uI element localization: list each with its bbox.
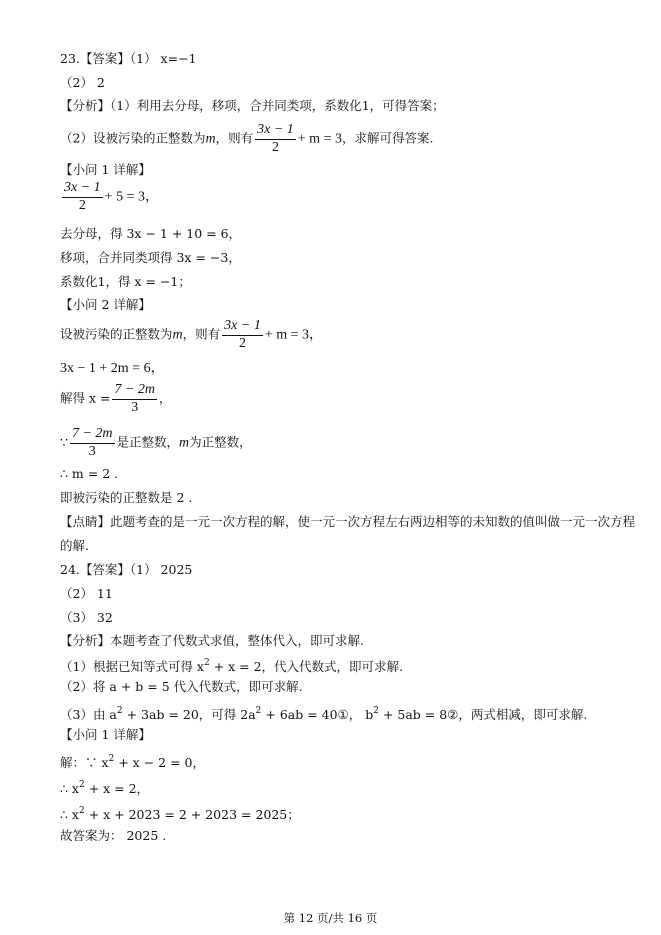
step-coefficient: 系数化1，得 x = −1； (60, 274, 191, 289)
answer-23-part2: （2） 2 (60, 75, 105, 90)
analysis-24-line4: （3）由 $a^2 + 3ab = 20$，可得 $2a^2 + 6ab$ = 40①， $b^2 + 5ab$ = 8②，两式相减，即可求解. (60, 706, 588, 722)
fraction-7-2m-over-3: $\frac{7 - 2m}{3}$ (71, 426, 113, 459)
fraction-3x-1-over-2: $\frac{3x - 1}{2}$ (64, 180, 101, 213)
sub-question-1-heading: 【小问 1 详解】 (60, 162, 151, 177)
answer-24-heading: 24.【答案】（1） 2025 (60, 562, 193, 577)
step-clear-denominator: 去分母，得 3x − 1 + 10 = 6， (60, 226, 242, 241)
analysis-24-line3: （2）将 a + b = 5 代入代数式，即可求解. (60, 679, 303, 694)
because-line: ∵ $\frac{7 - 2m}{3}$ 是正整数，m为正整数， (60, 426, 252, 459)
answer-24-part2: （2） 11 (60, 586, 113, 601)
fraction-7-2m-over-3: $\frac{7 - 2m}{3}$ (114, 382, 156, 415)
page-footer: 第 12 页/共 16 页 (283, 911, 378, 925)
fraction-3x-1-over-2: $\frac{3x - 1}{2}$ (224, 318, 261, 351)
equation-line: $\frac{3x - 1}{2}$ + 5 = 3， (64, 180, 159, 213)
step-combine-terms: 移项，合并同类项得 3x = −3， (60, 250, 241, 265)
analysis-23-line1: 【分析】（1）利用去分母，移项，合并同类项，系数化1，可得答案； (60, 98, 445, 113)
sub2-setup-line: 设被污染的正整数为m，则有 $\frac{3x - 1}{2}$ + m = 3， (60, 318, 324, 351)
comment-23-line2: 的解. (60, 538, 89, 553)
solution-24-line2: ∴ $x^2 + x = 2$， (60, 780, 150, 796)
therefore-m-line: ∴ m = 2 . (60, 466, 119, 481)
solution-24-line3: ∴ $x^2 + x + 2023 = 2 + 2023 = 2025$； (60, 806, 300, 822)
final-answer-24: 故答案为： 2025 . (60, 828, 167, 843)
answer-23-heading: 23.【答案】（1） x=−1 (60, 51, 197, 66)
sub-question-1-heading-24: 【小问 1 详解】 (60, 727, 151, 742)
conclusion-23: 即被污染的正整数是 2 . (60, 490, 193, 505)
solution-24-line1: 解：∵ $x^2 + x - 2 = 0$， (60, 754, 205, 770)
analysis-24-line2: （1）根据已知等式可得 $x^2 + x = 2$，代入代数式，即可求解. (60, 658, 404, 674)
fraction-3x-1-over-2: $\frac{3x - 1}{2}$ (257, 122, 294, 155)
comment-23-line1: 【点睛】此题考查的是一元一次方程的解，使一元一次方程左右两边相等的未知数的值叫做一元一次方程 (60, 514, 636, 529)
sub-question-2-heading: 【小问 2 详解】 (60, 297, 151, 312)
sub2-equation: 3x − 1 + 2m = 6， (60, 361, 165, 376)
sub2-solution-line: 解得 x = $\frac{7 - 2m}{3}$ ， (60, 382, 172, 415)
analysis-24-line1: 【分析】本题考查了代数式求值，整体代入，即可求解. (60, 633, 364, 648)
answer-24-part3: （3） 32 (60, 610, 113, 625)
analysis-23-line2: （2）设被污染的正整数为m，则有 $\frac{3x - 1}{2}$ + m = 3，求解可得答案. (60, 122, 434, 155)
